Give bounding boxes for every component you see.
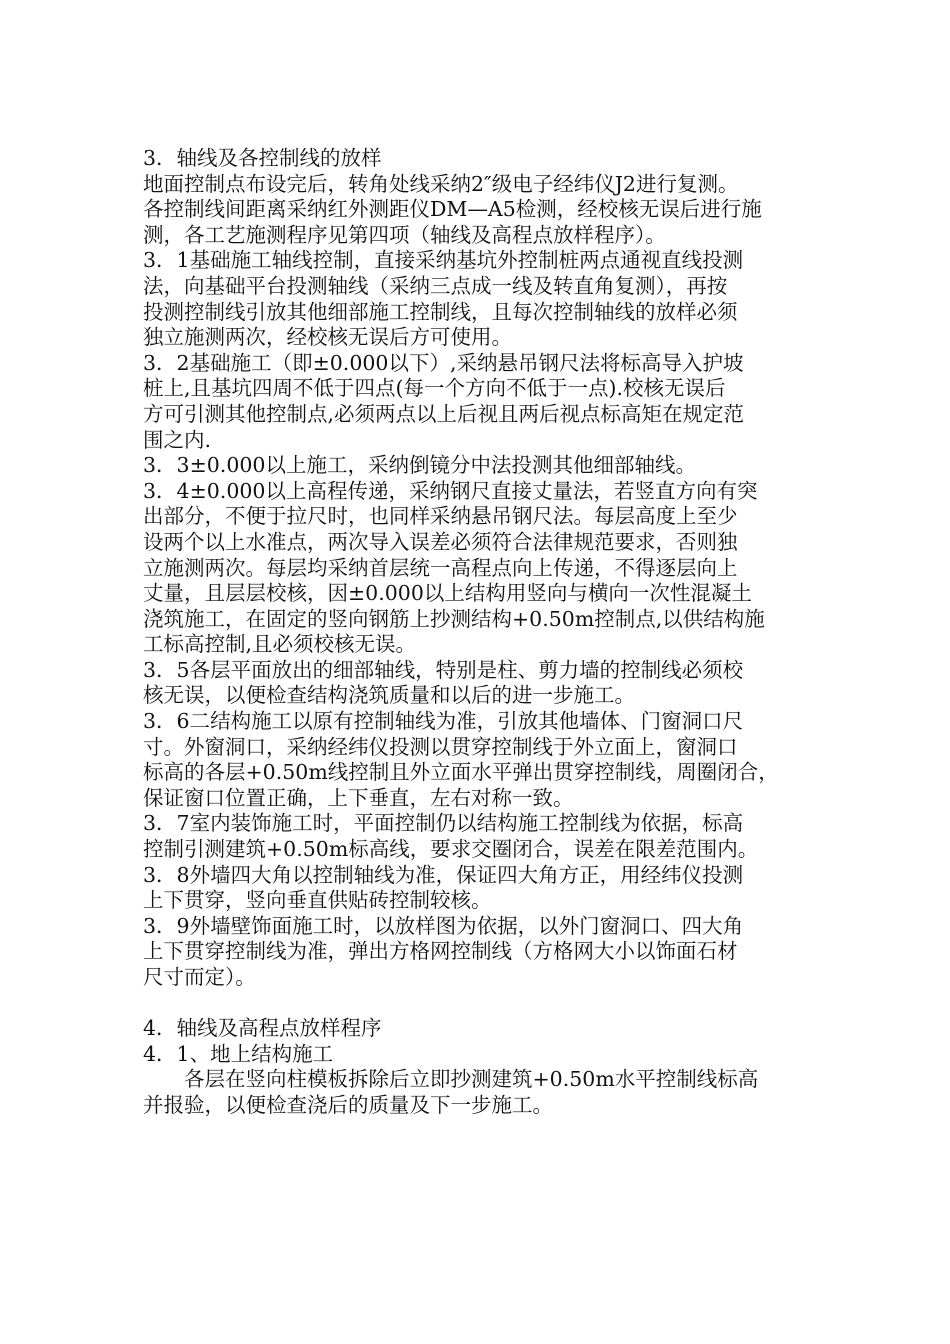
text-line: 工标高控制,且必须校核无误。 xyxy=(143,632,417,657)
text-line: 并报验，以便检查浇后的质量及下一步施工。 xyxy=(143,1092,553,1117)
text-line: 核无误，以便检查结构浇筑质量和以后的进一步施工。 xyxy=(143,683,635,708)
text-line: 出部分，不便于拉尺时，也同样采纳悬吊钢尺法。每层高度上至少 xyxy=(143,504,738,529)
text-line: 独立施测两次，经校核无误后方可使用。 xyxy=(143,325,512,350)
paragraph-3-intro xyxy=(143,172,833,249)
text-line: 方可引测其他控制点,必须两点以上后视且两后视点标高矩在规定范 xyxy=(143,401,745,426)
text-line: 控制引测建筑+0.50m标高线，要求交圈闭合，误差在限差范围内。 xyxy=(143,837,759,862)
document-body xyxy=(143,146,833,1119)
text-line: 3．3±0.000以上施工，采纳倒镜分中法投测其他细部轴线。 xyxy=(143,453,696,478)
paragraph-3-5 xyxy=(143,658,833,709)
paragraph-3-6 xyxy=(143,709,833,811)
text-line: 设两个以上水准点，两次导入误差必须符合法律规范要求，否则独 xyxy=(143,529,738,554)
text-line: 测，各工艺施测程序见第四项（轴线及高程点放样程序）。 xyxy=(143,222,666,247)
text-line: 法，向基础平台投测轴线（采纳三点成一线及转直角复测），再按 xyxy=(143,273,728,298)
text-line: 桩上,且基坑四周不低于四点(每一个方向不低于一点).校核无误后 xyxy=(143,376,726,401)
paragraph-3-2 xyxy=(143,351,833,453)
text-line: 3．7室内装饰施工时，平面控制仍以结构施工控制线为依据，标高 xyxy=(143,811,744,836)
text-line: 3．4±0.000以上高程传递，采纳钢尺直接丈量法，若竖直方向有突 xyxy=(143,478,758,503)
paragraph-3-9 xyxy=(143,914,833,991)
text-line: 保证窗口位置正确，上下垂直，左右对称一致。 xyxy=(143,785,574,810)
text-line: 各层在竖向柱模板拆除后立即抄测建筑+0.50m水平控制线标高 xyxy=(184,1067,759,1092)
paragraph-3-8 xyxy=(143,863,833,914)
text-line: 3．5各层平面放出的细部轴线，特别是柱、剪力墙的控制线必须校 xyxy=(143,657,744,682)
paragraph-4-1 xyxy=(143,1067,833,1118)
text-line: 3．8外墙四大角以控制轴线为准，保证四大角方正，用经纬仪投测 xyxy=(143,862,744,887)
text-line: 立施测两次。每层均采纳首层统一高程点向上传递，不得逐层向上 xyxy=(143,555,738,580)
text-line: 尺寸而定）。 xyxy=(143,965,256,989)
text-line: 上下贯穿控制线为准，弹出方格网控制线（方格网大小以饰面石材 xyxy=(143,939,738,964)
paragraph-3-1 xyxy=(143,248,833,350)
section-3-heading: 3．轴线及各控制线的放样 xyxy=(143,146,382,170)
text-line: 标高的各层+0.50m线控制且外立面水平弹出贯穿控制线，周圈闭合， xyxy=(143,760,779,785)
text-line: 围之内. xyxy=(143,427,212,452)
text-line: 寸。外窗洞口，采纳经纬仪投测以贯穿控制线于外立面上，窗洞口 xyxy=(143,734,738,759)
paragraph-3-3 xyxy=(143,453,833,479)
text-line: 丈量，且层层校核，因±0.000以上结构用竖向与横向一次性混凝土 xyxy=(143,581,752,606)
text-line: 投测控制线引放其他细部施工控制线，且每次控制轴线的放样必须 xyxy=(143,299,738,324)
text-line: 3．9外墙壁饰面施工时，以放样图为依据，以外门窗洞口、四大角 xyxy=(143,913,744,938)
text-line: 各控制线间距离采纳红外测距仪DM—A5检测，经校核无误后进行施 xyxy=(143,197,762,222)
text-line: 地面控制点布设完后，转角处线采纳2″级电子经纬仪J2进行复测。 xyxy=(143,171,739,196)
blank-line xyxy=(143,991,833,1017)
text-line: 浇筑施工，在固定的竖向钢筋上抄测结构+0.50m控制点,以供结构施 xyxy=(143,606,765,631)
section-4-1-heading: 4．1、地上结构施工 xyxy=(143,1041,334,1066)
text-line: 3．6二结构施工以原有控制轴线为准，引放其他墙体、门窗洞口尺 xyxy=(143,709,744,734)
text-line: 3．1基础施工轴线控制，直接采纳基坑外控制桩两点通视直线投测 xyxy=(143,248,744,273)
paragraph-3-7 xyxy=(143,811,833,862)
section-4-heading: 4．轴线及高程点放样程序 xyxy=(143,1016,382,1041)
paragraph-3-4 xyxy=(143,479,833,658)
text-line: 3．2基础施工（即±0.000以下）,采纳悬吊钢尺法将标高导入护坡 xyxy=(143,350,744,375)
text-line: 上下贯穿，竖向垂直供贴砖控制较核。 xyxy=(143,888,492,913)
